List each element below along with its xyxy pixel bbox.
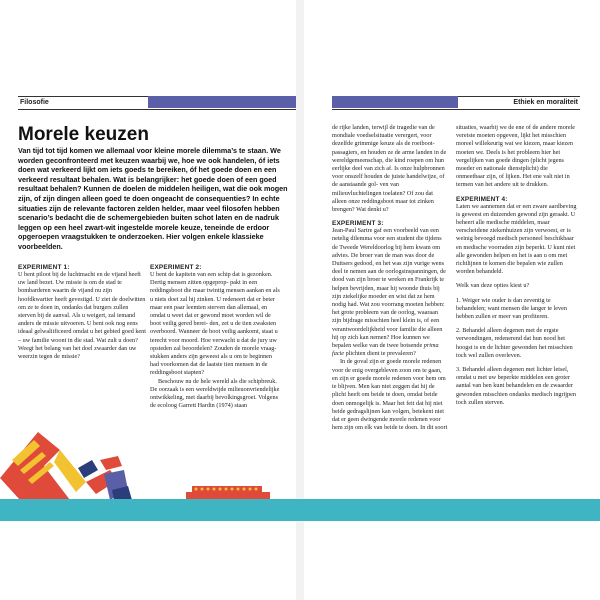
experiment-4-text: Laten we aannemen dat er een zware aardbeving is geweest en duizenden gewond zijn geraakt. U beheert alle medische middelen, maar verscheidene ziekenhuizen zijn verwoest, er is weinig bevoegd medisch personeel beschikbaar en medische voorraden zijn beperkt. U kunt niet alle gewonden helpen en het is aan u om met richtlijnen te komen die bepalen wie zullen worden behandeld.: [456, 202, 577, 276]
lifeboat-continuation: de rijke landen, terwijl de tragedie van de mondiale voedselsituatie verergert, voor dezelfde grimmige keuze als de roeiboot-passagiers, en houden ze de arme landen in de wereldgemeenschap, die kind roepen om hun eerlijke deel van zich af. Is onze hulpbronnen voor onszelf houden de juiste handelwijze, of de aanstaande gol- ven van milieuvluchtelingen toelaten? Of zou dat alleen onze reddingsboot maar tot zinken brengen? Wat denkt u?: [332, 124, 447, 214]
page-title: Morele keuzen: [18, 124, 149, 145]
experiment-2-text-2: Beschouw nu de hele wereld als die schipbreuk. De oorzaak is een wereldwijde milieuonvriendelijke ontwikkeling, met daarbij bevolkingsgroei. Volgens de ecoloog Garrett Hardin (1974) staan: [150, 377, 280, 410]
experiment-4-heading: EXPERIMENT 4:: [456, 195, 508, 203]
experiment-3-text-2: In de goval zijn er goede morele redenen voor de enig overgebleven zoon om te gaan, en zijn er goede morele redenen voor hem om te blijven. Men kan niet zeggen dat hij de plicht heeft om beide te doen, omdat beide doen onmogelijk is. Maar het feit dat hij niet beide gedragslijnen kan volgen, betekent niet dat er geen dwingende morele redenen voor hem zijn om elk van beide te doen. In dit soort: [332, 358, 448, 432]
experiment-2-heading: EXPERIMENT 2:: [150, 264, 202, 271]
section-header-left: [18, 96, 296, 110]
section-label: Ethiek en moraliteit: [513, 99, 578, 106]
section-label: Filosofie: [20, 99, 49, 106]
experiment-2: [150, 264, 282, 410]
experiment-2-text: U bent de kapitein van een schip dat is gezonken. Dertig mensen zitten opgeprop- pakt in een reddingsboot die maar twintig mensen aankan en als u niets doet zal hij zinken. U redeneert dat er beter maar een paar leemten sterven dan allemaal, en omdat u weet dat er gewond moet worden wil de boot veilig gered berei- den, zet u de tien zwaksten overboord. Wanneer de boot veilig aankomt, staat u terecht voor moord. Hoe verwacht u dat de jury uw opsteden zal beoordelen? Zouden de morele vraag- stukken anders zijn geweest als u om te beginnen had voorkomen dat de laatste tien mensen in de reddingsboot stapten?: [150, 271, 280, 377]
intro-paragraph: Van tijd tot tijd komen we allemaal voor kleine morele dilemma’s te staan. We worden geconfronteerd met keuzen waarbij we, hoe we ook handelen, óf iets doen wat verkeerd lijkt om iets goeds te bereiken, óf het goede doen en een verkeerd resultaat behalen. Wat is belangrijker: het goede doen of een goed resultaat behalen? Kunnen de doelen de middelen heiligen, wat die ook mogen zijn, of zijn dingen alleen goed te doen ongeacht de consequenties? In echte situaties zijn de relevante factoren zelden helder, maar veel filosofen hebben scenario’s bedacht die de schemergebieden buiten schot laten en de nadruk leggen op een heel zwart-wit ingestelde morele keuze, teneinde de erdoor opgeroepen vraagstukken te onderzoeken. Hier volgen enkele klassieke voorbeelden.: [18, 146, 288, 251]
experiment-3-text: Jean-Paul Sartre gaf een voorbeeld van een netelig dilemma voor een student die tijdens de Tweede Wereldoorlog bij hem kwam om advies. De broer van de man was door de Duitsers gedood, en het was zijn vurige wens deel te nemen aan de oorlogsinspanningen, de dood van zijn broer te wreken en Frankrijk te helpen bevrijden, maar hij woonde thuis bij zijn ziekelijke moeder en wist dat ze hem nodig had. Wat zou voorrang moeten hebben: het grote probleem van de oorlog, waaraan zijn bijdrage misschien heel klein is, of een verantwoordelijkheid voor familie die alleen hij op zich kan nemen? Hoe kunnen we bepalen welke van de twee botsende prima facie plichten dient te prevaleren?: [332, 227, 446, 358]
header-accent-bar: [148, 96, 296, 108]
water-band: [0, 499, 600, 521]
section-header-right: [332, 96, 580, 110]
option-2: 2. Behandel alleen degenen met de ergste verwondingen, redenerend dat hun nood het hoogst is en de lichter gewonden het misschien toch wel zullen overleven.: [456, 327, 573, 359]
experiment-1-text: U bent piloot bij de luchtmacht en de vijand heeft uw land bezet. Uw missie is om de stad te bombarderen waarin de vijand nu zijn hoofdkwartier heeft gevestigd. U ziet de doelwitten om ze te doen in, ondanks dat burgers zullen sterven bij de aanval. Als u weigert, zal iemand anders de missie uitvoeren. U bent ook nog eens ideaal gelwaliificeerd omdat u het gebied goed kent – uw familie woont in die stad. Wat zult u doen? Weegt het belang van het doel zwaarder dan uw weerzin tegen de missie?: [18, 271, 146, 361]
experiment-3-conclusion: situaties, waarbij we de ene of de andere morele vereiste moeten opgeven, lijkt het misschien moreel willekeurig wat we kiezen, maar kiezen moeten we. Deels is het probleem hier het vergelijken van goede dingen (plicht jegens moeder en nationale dienstplicht) die onmeetbaar zijn, of lijken. Het ene valt niet in termen van het andere uit te drukken.: [456, 124, 576, 189]
experiment-4-question: Welk van deze opties kiest u?: [456, 282, 530, 290]
option-1: 1. Weiger wie ouder is dan zeventig te behandelen; want mensen die langer te leven hebben zullen er meer van profiteren.: [456, 296, 567, 321]
right-column-2: [456, 124, 578, 407]
option-3: 3. Behandel alleen degenen met lichter letsel, omdat u met uw beperkte middelen een groter aantal van hen kunt behandelen en de zwaarder gewonden misschien ondanks medisch ingrijpen toch zullen sterven.: [456, 366, 576, 406]
header-accent-bar: [332, 96, 458, 108]
right-column-1: [332, 124, 448, 432]
experiment-1: [18, 264, 146, 361]
experiment-1-heading: EXPERIMENT 1:: [18, 264, 70, 271]
experiment-3-heading: EXPERIMENT 3:: [332, 220, 384, 228]
